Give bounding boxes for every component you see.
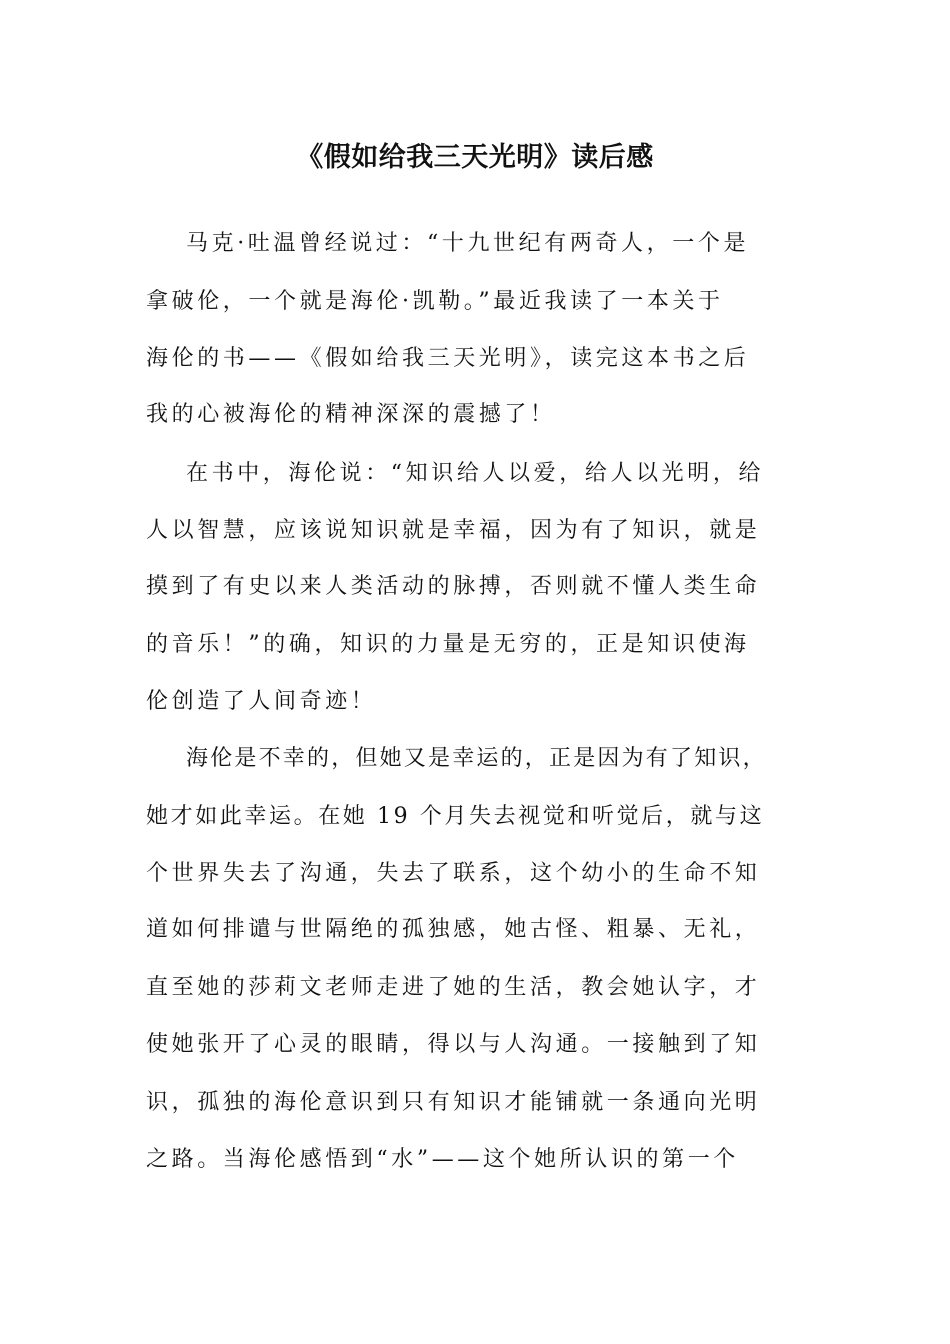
text-line: 之路。当海伦感悟到“水”——这个她所认识的第一个: [146, 1147, 739, 1172]
text-line: 拿破伦，一个就是海伦·凯勒。”最近我读了一本关于: [146, 289, 724, 314]
text-line: 我的心被海伦的精神深深的震撼了！: [146, 402, 556, 427]
text-line: 伦创造了人间奇迹！: [146, 689, 377, 714]
text-line: 的音乐！”的确，知识的力量是无穷的，正是知识使海: [146, 632, 750, 657]
text-line: 马克·吐温曾经说过：“十九世纪有两奇人，一个是: [186, 231, 750, 256]
text-line: 个世界失去了沟通，失去了联系，这个幼小的生命不知: [146, 861, 761, 886]
text-line: 海伦是不幸的，但她又是幸运的，正是因为有了知识，: [186, 746, 767, 771]
text-line: 人以智慧，应该说知识就是幸福，因为有了知识，就是: [146, 518, 761, 543]
text-line: 直至她的莎莉文老师走进了她的生活，教会她认字，才: [146, 975, 761, 1000]
text-line: 她才如此幸运。在她 19 个月失去视觉和听觉后，就与这: [146, 804, 765, 829]
page-title: 《假如给我三天光明》读后感: [296, 142, 654, 173]
text-line: 在书中，海伦说：“知识给人以爱，给人以光明，给: [186, 461, 765, 486]
text-line: 摸到了有史以来人类活动的脉搏，否则就不懂人类生命: [146, 574, 761, 599]
text-line: 识，孤独的海伦意识到只有知识才能铺就一条通向光明: [146, 1090, 761, 1115]
text-line: 道如何排谴与世隔绝的孤独感，她古怪、粗暴、无礼，: [146, 917, 761, 942]
text-line: 海伦的书——《假如给我三天光明》，读完这本书之后: [146, 346, 750, 371]
text-line: 使她张开了心灵的眼睛，得以与人沟通。一接触到了知: [146, 1032, 761, 1057]
